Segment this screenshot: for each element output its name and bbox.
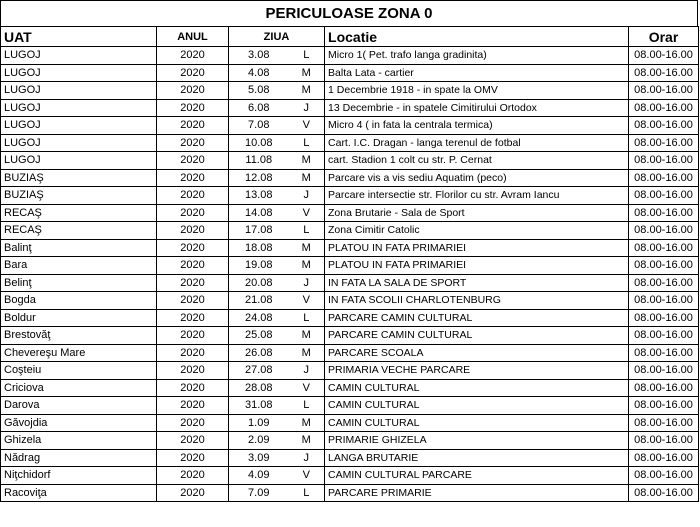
cell-weekday: V [289, 467, 325, 485]
cell-date: 3.09 [229, 449, 289, 467]
cell-uat: LUGOJ [1, 134, 157, 152]
cell-anul: 2020 [157, 414, 229, 432]
cell-weekday: L [289, 309, 325, 327]
cell-uat: Coşteiu [1, 362, 157, 380]
cell-anul: 2020 [157, 344, 229, 362]
cell-date: 31.08 [229, 397, 289, 415]
cell-locatie: IN FATA LA SALA DE SPORT [325, 274, 629, 292]
table-row [1, 239, 699, 257]
table-row [1, 414, 699, 432]
cell-uat: LUGOJ [1, 47, 157, 65]
table-row [1, 432, 699, 450]
cell-weekday: V [289, 292, 325, 310]
cell-uat: LUGOJ [1, 82, 157, 100]
cell-weekday: M [289, 432, 325, 450]
cell-anul: 2020 [157, 222, 229, 240]
cell-date: 10.08 [229, 134, 289, 152]
cell-date: 11.08 [229, 152, 289, 170]
cell-date: 4.08 [229, 64, 289, 82]
col-header-anul: ANUL [157, 27, 229, 47]
header-row [1, 27, 699, 47]
cell-locatie: Balta Lata - cartier [325, 64, 629, 82]
cell-uat: BUZIAŞ [1, 169, 157, 187]
cell-uat: LUGOJ [1, 152, 157, 170]
cell-anul: 2020 [157, 467, 229, 485]
cell-locatie: PARCARE PRIMARIE [325, 484, 629, 502]
table-row [1, 292, 699, 310]
cell-date: 21.08 [229, 292, 289, 310]
cell-weekday: M [289, 327, 325, 345]
cell-date: 19.08 [229, 257, 289, 275]
cell-anul: 2020 [157, 449, 229, 467]
cell-uat: Darova [1, 397, 157, 415]
cell-weekday: M [289, 64, 325, 82]
cell-locatie: Micro 1( Pet. trafo langa gradinita) [325, 47, 629, 65]
cell-orar: 08.00-16.00 [629, 309, 699, 327]
cell-weekday: M [289, 169, 325, 187]
cell-locatie: Zona Cimitir Catolic [325, 222, 629, 240]
cell-anul: 2020 [157, 204, 229, 222]
table-row [1, 152, 699, 170]
cell-weekday: J [289, 99, 325, 117]
cell-orar: 08.00-16.00 [629, 169, 699, 187]
cell-uat: Chevereşu Mare [1, 344, 157, 362]
cell-weekday: V [289, 117, 325, 135]
cell-orar: 08.00-16.00 [629, 152, 699, 170]
cell-anul: 2020 [157, 484, 229, 502]
cell-weekday: M [289, 414, 325, 432]
cell-anul: 2020 [157, 257, 229, 275]
col-header-orar: Orar [629, 27, 699, 47]
cell-uat: Niţchidorf [1, 467, 157, 485]
cell-date: 27.08 [229, 362, 289, 380]
cell-orar: 08.00-16.00 [629, 292, 699, 310]
cell-weekday: J [289, 362, 325, 380]
cell-uat: Nădrag [1, 449, 157, 467]
cell-anul: 2020 [157, 362, 229, 380]
cell-locatie: PRIMARIA VECHE PARCARE [325, 362, 629, 380]
table-row [1, 449, 699, 467]
cell-locatie: CAMIN CULTURAL [325, 414, 629, 432]
table-row [1, 169, 699, 187]
cell-orar: 08.00-16.00 [629, 222, 699, 240]
cell-anul: 2020 [157, 432, 229, 450]
cell-date: 7.09 [229, 484, 289, 502]
cell-weekday: M [289, 344, 325, 362]
cell-date: 12.08 [229, 169, 289, 187]
cell-uat: Găvojdia [1, 414, 157, 432]
table-row [1, 274, 699, 292]
cell-orar: 08.00-16.00 [629, 467, 699, 485]
table-row [1, 222, 699, 240]
cell-anul: 2020 [157, 187, 229, 205]
cell-weekday: M [289, 82, 325, 100]
cell-date: 3.08 [229, 47, 289, 65]
cell-weekday: M [289, 239, 325, 257]
sheet-title: PERICULOASE ZONA 0 [0, 0, 698, 26]
cell-locatie: 13 Decembrie - in spatele Cimitirului Ortodox [325, 99, 629, 117]
table-row [1, 82, 699, 100]
cell-orar: 08.00-16.00 [629, 449, 699, 467]
cell-weekday: L [289, 397, 325, 415]
cell-orar: 08.00-16.00 [629, 117, 699, 135]
table-row [1, 204, 699, 222]
cell-anul: 2020 [157, 169, 229, 187]
cell-weekday: L [289, 47, 325, 65]
cell-locatie: Parcare intersectie str. Florilor cu str. Avram Iancu [325, 187, 629, 205]
col-header-ziua: ZIUA [229, 27, 325, 47]
cell-orar: 08.00-16.00 [629, 379, 699, 397]
cell-date: 24.08 [229, 309, 289, 327]
cell-date: 20.08 [229, 274, 289, 292]
cell-anul: 2020 [157, 82, 229, 100]
cell-orar: 08.00-16.00 [629, 362, 699, 380]
cell-locatie: Micro 4 ( in fata la centrala termica) [325, 117, 629, 135]
cell-locatie: LANGA BRUTARIE [325, 449, 629, 467]
cell-date: 4.09 [229, 467, 289, 485]
cell-locatie: Zona Brutarie - Sala de Sport [325, 204, 629, 222]
cell-uat: LUGOJ [1, 64, 157, 82]
cell-date: 26.08 [229, 344, 289, 362]
table-row [1, 344, 699, 362]
cell-orar: 08.00-16.00 [629, 274, 699, 292]
table-row [1, 397, 699, 415]
cell-date: 17.08 [229, 222, 289, 240]
cell-orar: 08.00-16.00 [629, 82, 699, 100]
cell-anul: 2020 [157, 134, 229, 152]
col-header-locatie: Locatie [325, 27, 629, 47]
table-row [1, 257, 699, 275]
cell-orar: 08.00-16.00 [629, 432, 699, 450]
cell-orar: 08.00-16.00 [629, 344, 699, 362]
cell-locatie: PARCARE CAMIN CULTURAL [325, 327, 629, 345]
cell-date: 6.08 [229, 99, 289, 117]
cell-orar: 08.00-16.00 [629, 64, 699, 82]
cell-uat: Criciova [1, 379, 157, 397]
cell-date: 18.08 [229, 239, 289, 257]
table-row [1, 327, 699, 345]
cell-locatie: PLATOU IN FATA PRIMARIEI [325, 239, 629, 257]
table-row [1, 64, 699, 82]
cell-weekday: M [289, 257, 325, 275]
cell-date: 7.08 [229, 117, 289, 135]
cell-anul: 2020 [157, 397, 229, 415]
cell-weekday: L [289, 484, 325, 502]
cell-anul: 2020 [157, 152, 229, 170]
cell-date: 2.09 [229, 432, 289, 450]
table-row [1, 309, 699, 327]
cell-locatie: 1 Decembrie 1918 - in spate la OMV [325, 82, 629, 100]
cell-orar: 08.00-16.00 [629, 99, 699, 117]
cell-anul: 2020 [157, 117, 229, 135]
cell-date: 5.08 [229, 82, 289, 100]
cell-weekday: M [289, 152, 325, 170]
cell-date: 14.08 [229, 204, 289, 222]
cell-anul: 2020 [157, 64, 229, 82]
cell-weekday: J [289, 274, 325, 292]
cell-locatie: PRIMARIE GHIZELA [325, 432, 629, 450]
table-row [1, 99, 699, 117]
cell-uat: RECAŞ [1, 204, 157, 222]
cell-uat: BUZIAŞ [1, 187, 157, 205]
col-header-uat: UAT [1, 27, 157, 47]
cell-uat: Balinţ [1, 239, 157, 257]
cell-weekday: V [289, 379, 325, 397]
cell-locatie: CAMIN CULTURAL PARCARE [325, 467, 629, 485]
cell-anul: 2020 [157, 99, 229, 117]
cell-orar: 08.00-16.00 [629, 257, 699, 275]
cell-orar: 08.00-16.00 [629, 187, 699, 205]
cell-anul: 2020 [157, 47, 229, 65]
cell-weekday: L [289, 222, 325, 240]
cell-locatie: CAMIN CULTURAL [325, 397, 629, 415]
cell-weekday: J [289, 187, 325, 205]
cell-uat: Bara [1, 257, 157, 275]
cell-orar: 08.00-16.00 [629, 47, 699, 65]
cell-locatie: IN FATA SCOLII CHARLOTENBURG [325, 292, 629, 310]
cell-uat: LUGOJ [1, 99, 157, 117]
cell-orar: 08.00-16.00 [629, 414, 699, 432]
cell-weekday: V [289, 204, 325, 222]
cell-anul: 2020 [157, 309, 229, 327]
cell-orar: 08.00-16.00 [629, 239, 699, 257]
cell-weekday: J [289, 449, 325, 467]
table-row [1, 47, 699, 65]
cell-uat: Racoviţa [1, 484, 157, 502]
table-row [1, 379, 699, 397]
cell-locatie: PARCARE SCOALA [325, 344, 629, 362]
cell-uat: Brestovăţ [1, 327, 157, 345]
cell-uat: Bogda [1, 292, 157, 310]
cell-orar: 08.00-16.00 [629, 204, 699, 222]
cell-locatie: CAMIN CULTURAL [325, 379, 629, 397]
table-row [1, 134, 699, 152]
cell-date: 1.09 [229, 414, 289, 432]
cell-uat: Ghizela [1, 432, 157, 450]
table-row [1, 187, 699, 205]
cell-orar: 08.00-16.00 [629, 327, 699, 345]
cell-weekday: L [289, 134, 325, 152]
cell-orar: 08.00-16.00 [629, 484, 699, 502]
cell-anul: 2020 [157, 327, 229, 345]
cell-anul: 2020 [157, 274, 229, 292]
table-row [1, 362, 699, 380]
cell-uat: RECAŞ [1, 222, 157, 240]
cell-anul: 2020 [157, 239, 229, 257]
cell-locatie: cart. Stadion 1 colt cu str. P. Cernat [325, 152, 629, 170]
table-row [1, 467, 699, 485]
cell-anul: 2020 [157, 292, 229, 310]
table-row [1, 117, 699, 135]
schedule-table [0, 26, 699, 502]
cell-uat: Belinţ [1, 274, 157, 292]
cell-uat: Boldur [1, 309, 157, 327]
cell-locatie: Cart. I.C. Dragan - langa terenul de fotbal [325, 134, 629, 152]
cell-locatie: PLATOU IN FATA PRIMARIEI [325, 257, 629, 275]
cell-uat: LUGOJ [1, 117, 157, 135]
cell-orar: 08.00-16.00 [629, 397, 699, 415]
table-row [1, 484, 699, 502]
cell-orar: 08.00-16.00 [629, 134, 699, 152]
cell-locatie: Parcare vis a vis sediu Aquatim (peco) [325, 169, 629, 187]
cell-anul: 2020 [157, 379, 229, 397]
cell-locatie: PARCARE CAMIN CULTURAL [325, 309, 629, 327]
cell-date: 28.08 [229, 379, 289, 397]
cell-date: 13.08 [229, 187, 289, 205]
cell-date: 25.08 [229, 327, 289, 345]
